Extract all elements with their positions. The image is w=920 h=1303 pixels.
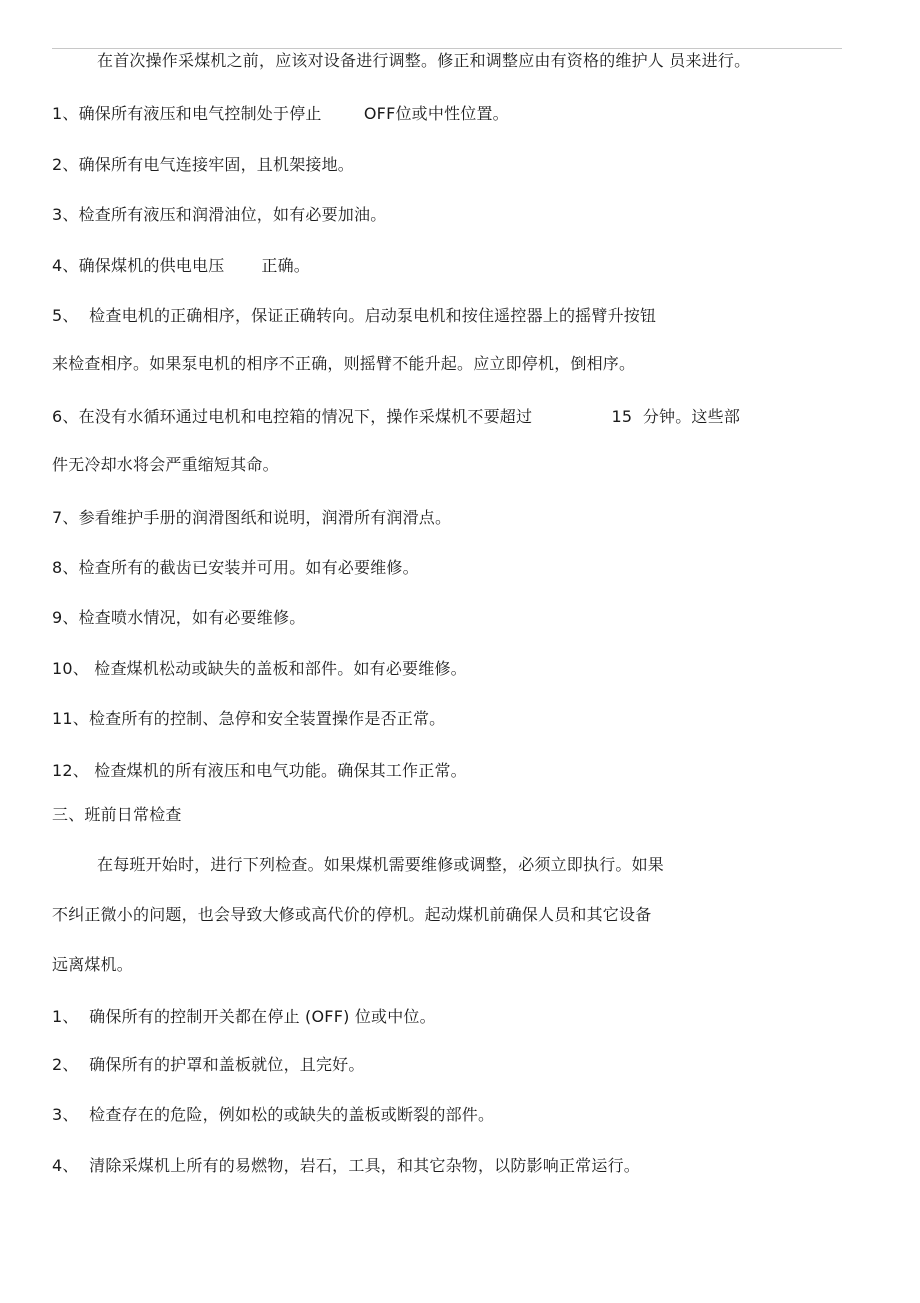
- item-number: 12、: [52, 761, 89, 780]
- item-number: 2、: [52, 155, 79, 174]
- check-item: [52, 1104, 494, 1126]
- item-text: 检查煤机的所有液压和电气功能。确保其工作正常。: [88, 761, 467, 780]
- item-number: 7、: [52, 508, 79, 527]
- item-text: 确保所有的控制开关都在停止 (OFF) 位或中位。: [78, 1007, 436, 1026]
- list-item: [52, 607, 305, 629]
- check-item: [52, 1006, 436, 1028]
- item-text: 检查存在的危险，例如松的或缺失的盖板或断裂的部件。: [78, 1105, 495, 1124]
- item-text: 确保所有的护罩和盖板就位，且完好。: [78, 1055, 365, 1074]
- item-text: 确保所有液压和电气控制处于停止 OFF位或中性位置。: [78, 104, 509, 123]
- item-text: 确保煤机的供电电压 正确。: [78, 256, 310, 275]
- section-paragraph-line: 远离煤机。: [52, 955, 134, 974]
- top-divider: [52, 48, 842, 49]
- item-number: 6、: [52, 407, 79, 426]
- list-item: [52, 103, 509, 125]
- item-number: 3、: [52, 205, 79, 224]
- item-text: 参看维护手册的润滑图纸和说明，润滑所有润滑点。: [78, 508, 452, 527]
- list-item-continuation: 来检查相序。如果泵电机的相序不正确，则摇臂不能升起。应立即停机，倒相序。: [52, 354, 636, 373]
- list-item-continuation: 件无冷却水将会严重缩短其命。: [52, 455, 279, 474]
- item-number: 2、: [52, 1055, 79, 1074]
- check-item: [52, 1054, 365, 1076]
- list-item: [52, 507, 451, 529]
- list-item: [52, 557, 419, 579]
- intro-paragraph: 在首次操作采煤机之前，应该对设备进行调整。修正和调整应由有资格的维护人 员来进行。: [97, 51, 751, 70]
- item-text: 检查煤机松动或缺失的盖板和部件。如有必要维修。: [88, 659, 467, 678]
- item-text: 确保所有电气连接牢固，且机架接地。: [78, 155, 354, 174]
- item-number: 4、: [52, 256, 79, 275]
- list-item: [52, 658, 467, 680]
- item-text: 检查所有的截齿已安装并可用。如有必要维修。: [78, 558, 419, 577]
- check-item: [52, 1155, 640, 1177]
- item-text: 检查所有的控制、急停和安全装置操作是否正常。: [88, 709, 446, 728]
- section-heading: 三、班前日常检查: [52, 805, 182, 824]
- section-paragraph-line: 在每班开始时，进行下列检查。如果煤机需要维修或调整，必须立即执行。如果: [97, 855, 665, 874]
- item-number: 8、: [52, 558, 79, 577]
- item-number: 5、: [52, 306, 79, 325]
- item-text: 清除采煤机上所有的易燃物，岩石，工具，和其它杂物，以防影响正常运行。: [78, 1156, 640, 1175]
- item-number: 9、: [52, 608, 79, 627]
- list-item: [52, 204, 386, 226]
- list-item: [52, 305, 656, 327]
- section-paragraph-line: 不纠正微小的问题，也会导致大修或高代价的停机。起动煤机前确保人员和其它设备: [52, 905, 652, 924]
- list-item: [52, 708, 445, 730]
- item-text: 检查电机的正确相序，保证正确转向。启动泵电机和按住遥控器上的摇臂升按钮: [78, 306, 657, 325]
- item-number: 1、: [52, 1007, 79, 1026]
- item-number: 1、: [52, 104, 79, 123]
- item-number: 4、: [52, 1156, 79, 1175]
- list-item: [52, 760, 467, 782]
- item-text: 在没有水循环通过电机和电控箱的情况下，操作采煤机不要超过 15 分钟。这些部: [78, 407, 741, 426]
- list-item: [52, 154, 354, 176]
- item-text: 检查所有液压和润滑油位，如有必要加油。: [78, 205, 387, 224]
- item-number: 3、: [52, 1105, 79, 1124]
- item-text: 检查喷水情况，如有必要维修。: [78, 608, 306, 627]
- item-number: 11、: [52, 709, 89, 728]
- list-item: [52, 255, 310, 277]
- list-item: [52, 406, 740, 428]
- item-number: 10、: [52, 659, 89, 678]
